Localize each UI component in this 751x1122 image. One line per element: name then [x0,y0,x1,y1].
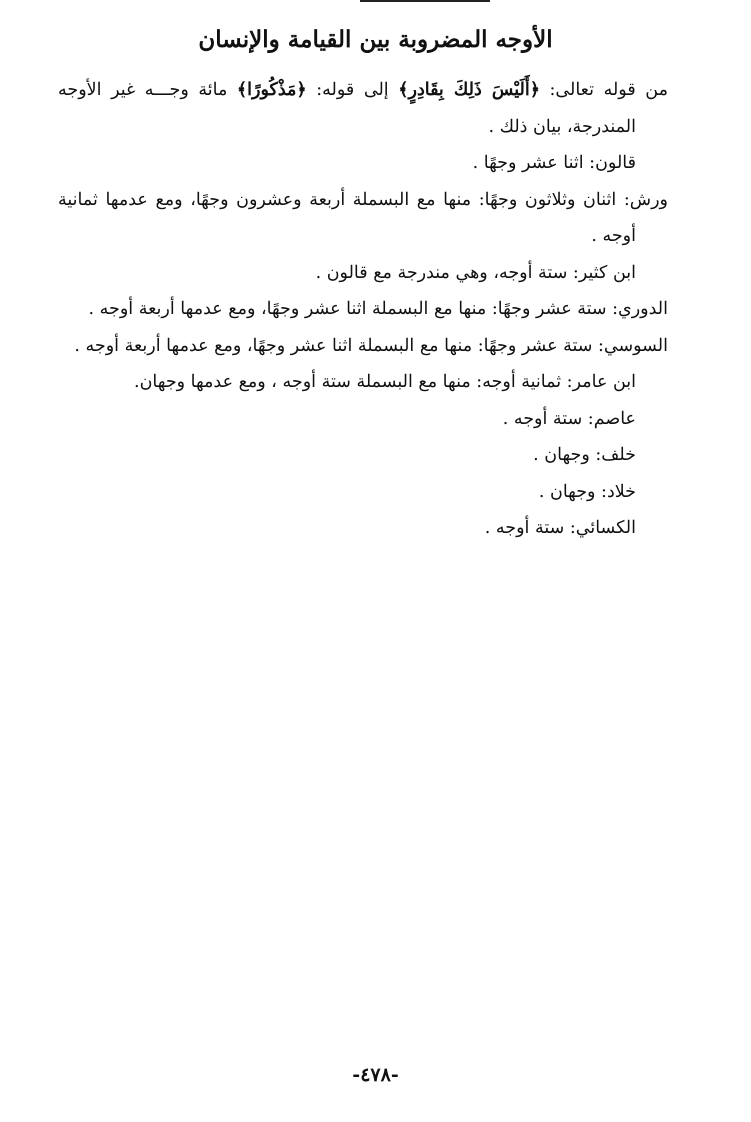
khalaf-paragraph: خلف: وجهان . [533,445,636,465]
alsousi-paragraph: السوسي: ستة عشر وجهًا: منها مع البسملة اثنا عشر وجهًا، ومع عدمها أربعة أوجه . [74,335,668,356]
page-number: -٤٧٨- [352,1064,399,1086]
intro-paragraph [58,72,668,145]
khallad-paragraph: خلاد: وجهان . [538,481,636,502]
aldouri-paragraph: الدوري: ستة عشر وجهًا: منها مع البسملة اثنا عشر وجهًا، ومع عدمها أربعة أوجه . [88,299,668,319]
quran-quote-1: ﴿أَلَيْسَ ذَلِكَ بِقَادِرٍ﴾ [398,80,540,100]
ibn-amir-paragraph: ابن عامر: ثمانية أوجه: منها مع البسملة ستة أوجه ، ومع عدمها وجهان. [134,372,636,392]
scan-edge-mark [360,0,490,2]
ibn-kathir-paragraph: ابن كثير: ستة أوجه، وهي مندرجة مع قالون . [315,262,636,283]
asim-paragraph: عاصم: ستة أوجه . [502,408,636,429]
alkisai-paragraph: الكسائي: ستة أوجه . [484,518,636,538]
page-title: الأوجه المضروبة بين القيامة والإنسان [198,26,553,53]
warsh-paragraph: ورش: اثنان وثلاثون وجهًا: منها مع البسملة أربعة وعشرون وجهًا، ومع عدمها ثمانية أوجه . [58,189,668,246]
page-body [58,72,668,547]
intro-post-text: مائة وجـــه غير الأوجه المندرجة، بيان ذلك . [58,80,636,137]
intro-pre-text: من قوله تعالى: [539,80,668,100]
qalun-paragraph: قالون: اثنا عشر وجهًا . [472,153,636,173]
intro-mid-text: إلى قوله: [306,80,399,100]
quran-quote-2: ﴿مَذْكُورًا﴾ [236,80,307,100]
